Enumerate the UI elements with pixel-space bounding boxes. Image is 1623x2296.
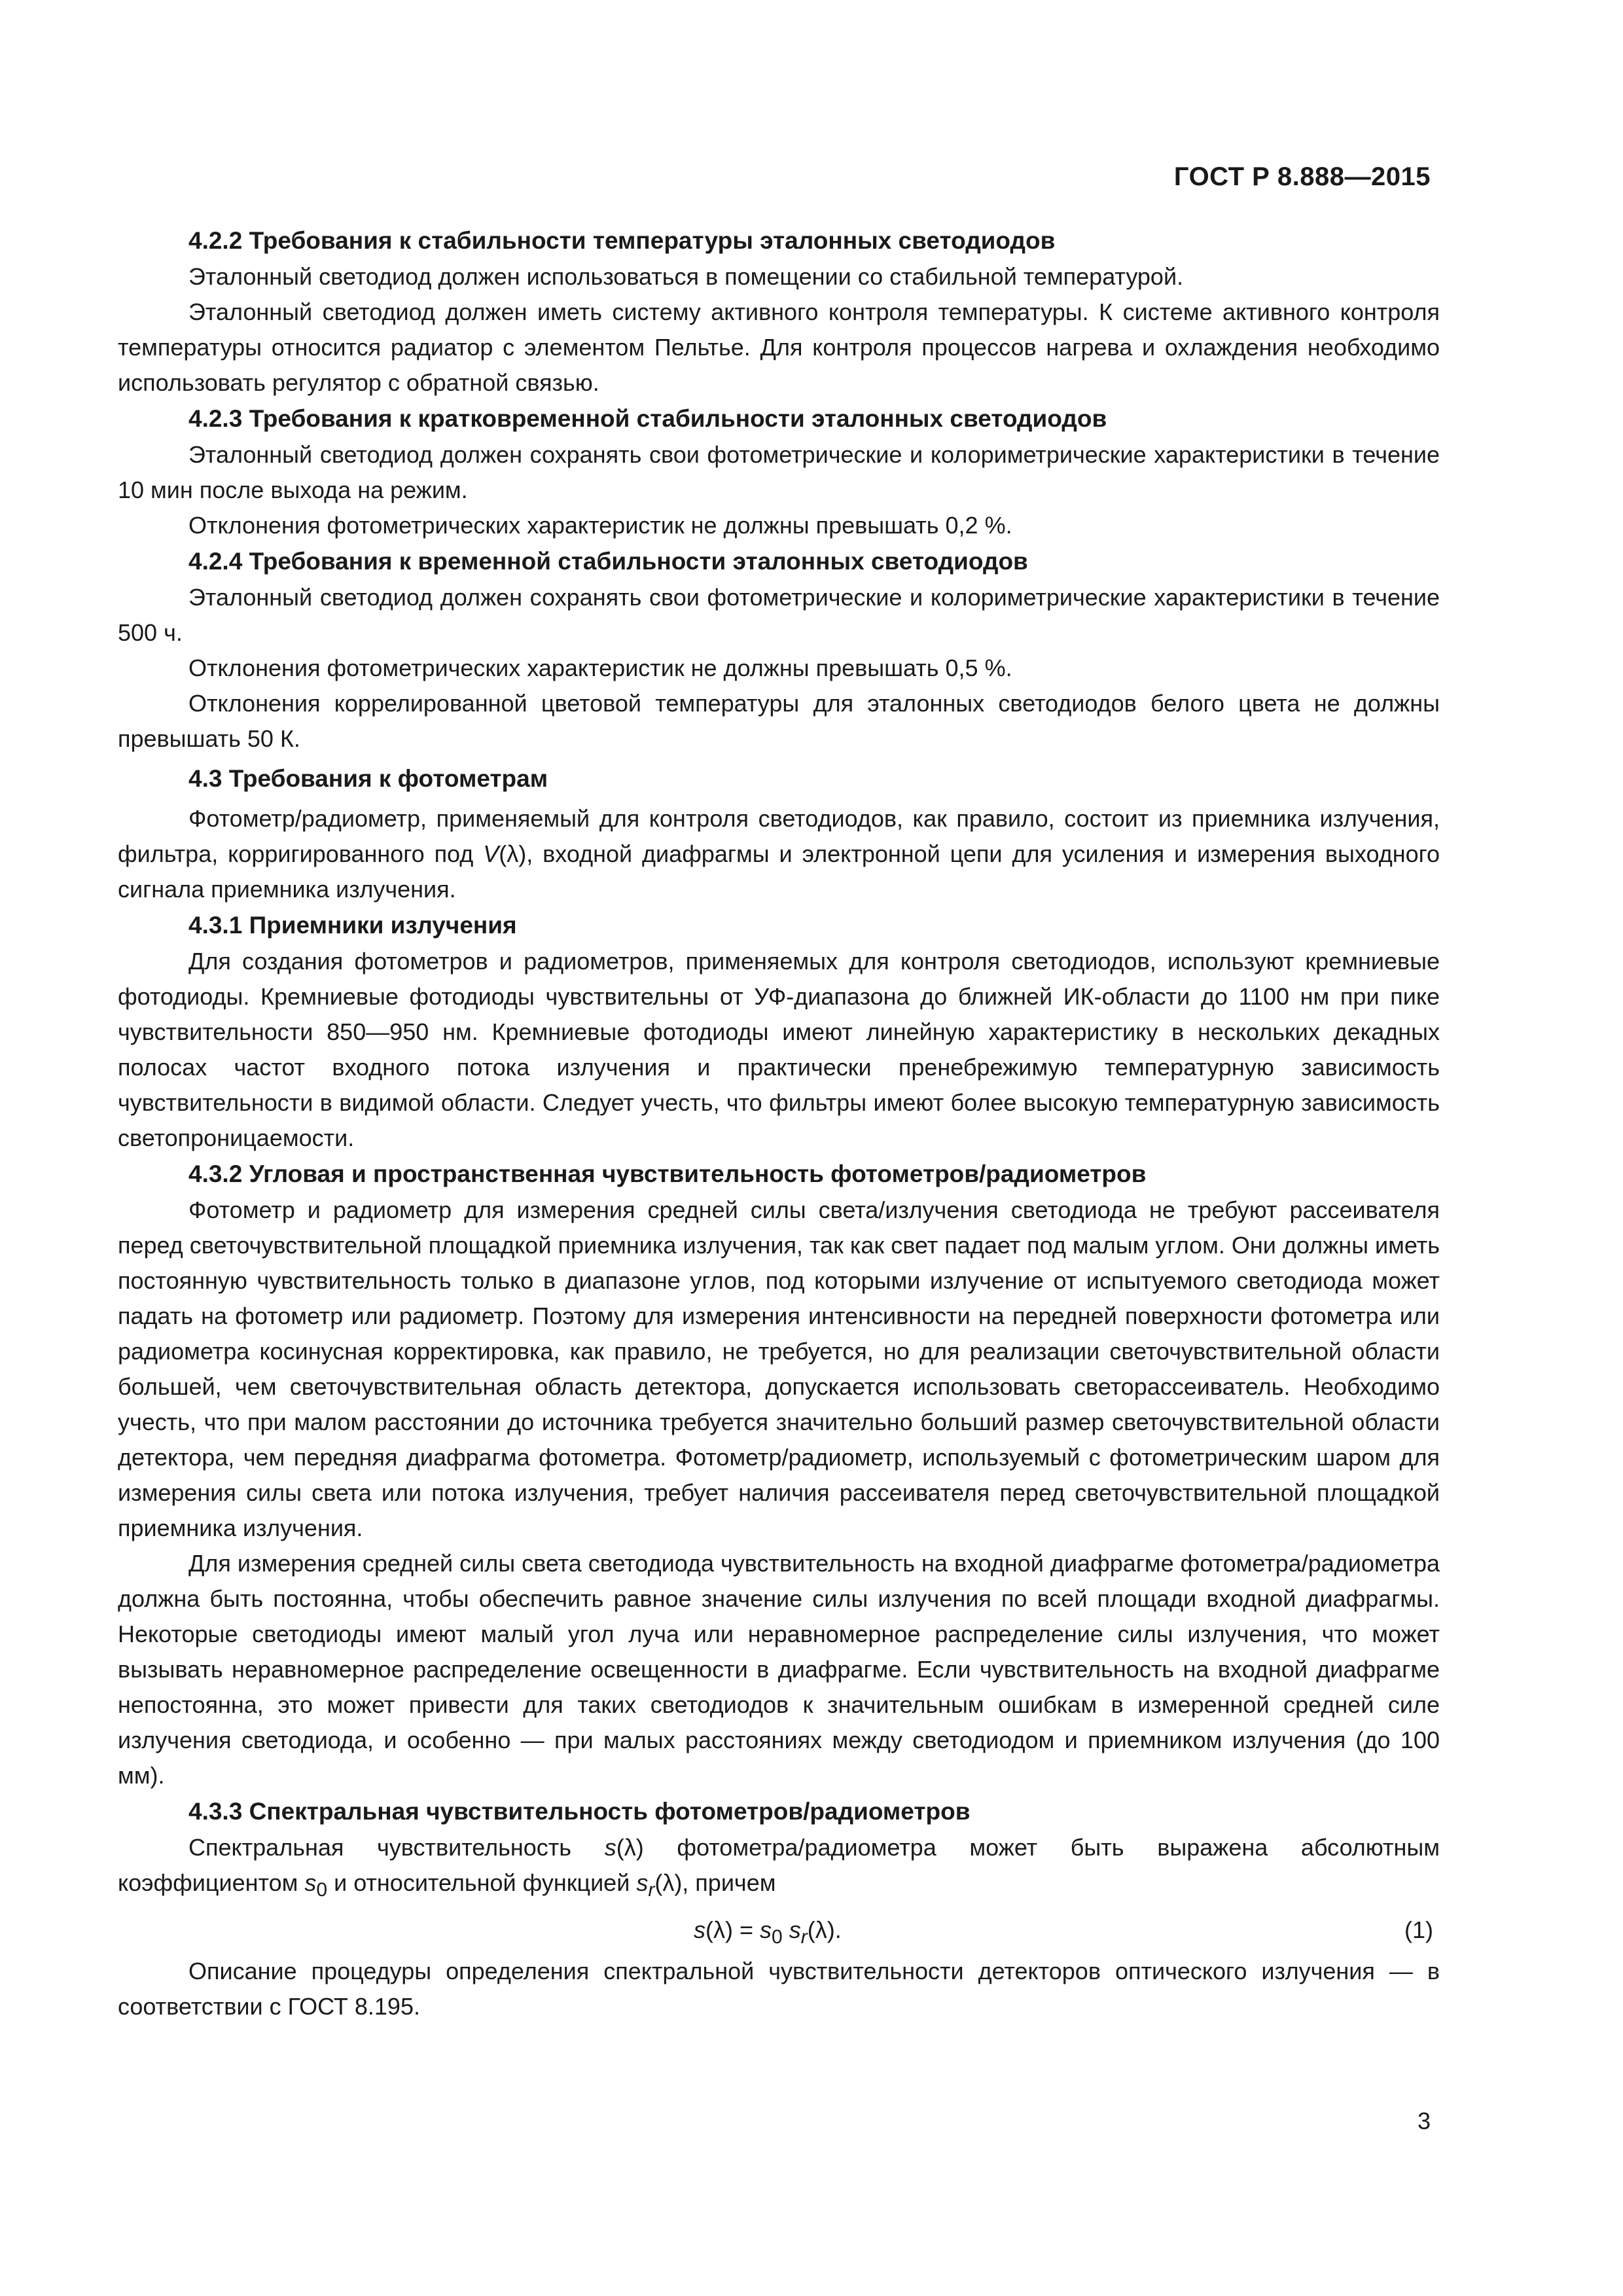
paragraph: Эталонный светодиод должен сохранять свои фотометрические и колориметрические характеристики в течение 500 ч. [118, 584, 1440, 646]
paragraph: Эталонный светодиод должен иметь систему активного контроля температуры. К системе активного контроля температуры относится радиатор с элементом Пельтье. Для контроля процессов нагрева и охлаждения необходимо использовать регулятор с обратной связью. [118, 298, 1440, 396]
paragraph: Эталонный светодиод должен сохранять свои фотометрические и колориметрические характеристики в течение 10 мин после выхода на режим. [118, 441, 1440, 503]
document-header-code: ГОСТ Р 8.888—2015 [1173, 162, 1431, 191]
paragraph: Отклонения фотометрических характеристик не должны превышать 0,2 %. [188, 512, 1012, 539]
section-heading-4-2-4: 4.2.4 Требования к временной стабильности эталонных светодиодов [188, 548, 1028, 575]
section-heading-4-3-1: 4.3.1 Приемники излучения [188, 912, 517, 939]
paragraph: Спектральная чувствительность s(λ) фотометра/радиометра может быть выражена абсолютным коэффициентом $s_0$ и относительной функцией $s_r(\lambda)$, причем [118, 1834, 1440, 1901]
equation-number: (1) [1404, 1916, 1433, 1944]
section-heading-4-3-3: 4.3.3 Спектральная чувствительность фотометров/радиометров [188, 1798, 971, 1825]
section-heading-4-3-2: 4.3.2 Угловая и пространственная чувствительность фотометров/радиометров [188, 1160, 1147, 1187]
formula-1 [118, 1910, 1440, 1950]
page-number: 3 [1417, 2108, 1431, 2134]
paragraph: Фотометр/радиометр, применяемый для контроля светодиодов, как правило, состоит из приемника излучения, фильтра, корригированного под V(λ), входной диафрагмы и электронной цепи для усиления и измерения выходного сигнала приемника излучения. [118, 805, 1440, 903]
formula-expression: $s(\lambda) = s_0$ $s_r(\lambda)$. [694, 1916, 842, 1948]
paragraph: Описание процедуры определения спектральной чувствительности детекторов оптического излучения — в соответствии с ГОСТ 8.195. [118, 1958, 1440, 2020]
paragraph: Отклонения коррелированной цветовой температуры для эталонных светодиодов белого цвета не должны превышать 50 К. [118, 690, 1440, 752]
document-body [118, 223, 1440, 2024]
paragraph: Для создания фотометров и радиометров, применяемых для контроля светодиодов, используют кремниевые фотодиоды. Кремниевые фотодиоды чувствительны от УФ-диапазона до ближней ИК-области до 1100 нм при пике чувствительности 850—950 нм. Кремниевые фотодиоды имеют линейную характеристику в нескольких декадных полосах частот входного потока излучения и практически пренебрежимую температурную зависимость чувствительности в видимой области. Следует учесть, что фильтры имеют более высокую температурную зависимость светопроницаемости. [118, 948, 1440, 1151]
paragraph: Отклонения фотометрических характеристик не должны превышать 0,5 %. [188, 655, 1012, 681]
section-heading-4-2-3: 4.2.3 Требования к кратковременной стабильности эталонных светодиодов [188, 405, 1107, 432]
section-heading-4-3: 4.3 Требования к фотометрам [188, 765, 548, 792]
paragraph: Фотометр и радиометр для измерения средней силы света/излучения светодиода не требуют рассеивателя перед светочувствительной площадкой приемника излучения, так как свет падает под малым углом. Они должны иметь постоянную чувствительность только в диапазоне углов, под которыми излучение от испытуемого светодиода может падать на фотометр или радиометр. Поэтому для измерения интенсивности на передней поверхности фотометра или радиометра косинусная корректировка, как правило, не требуется, но для реализации светочувствительной области большей, чем светочувствительная область детектора, допускается использовать светорассеиватель. Необходимо учесть, что при малом расстоянии до источника требуется значительно больший размер светочувствительной области детектора, чем передняя диафрагма фотометра. Фотометр/радиометр, используемый с фотометрическим шаром для измерения силы света или потока излучения, требует наличия рассеивателя перед светочувствительной площадкой приемника излучения. [118, 1196, 1440, 1541]
paragraph: Для измерения средней силы света светодиода чувствительность на входной диафрагме фотометра/радиометра должна быть постоянна, чтобы обеспечить равное значение силы излучения по всей площади входной диафрагмы. Некоторые светодиоды имеют малый угол луча или неравномерное распределение силы излучения, что может вызывать неравномерное распределение освещенности в диафрагме. Если чувствительность на входной диафрагме непостоянна, это может привести для таких светодиодов к значительным ошибкам в измеренной средней силе излучения светодиода, и особенно — при малых расстояниях между светодиодом и приемником излучения (до 100 мм). [118, 1550, 1440, 1789]
paragraph: Эталонный светодиод должен использоваться в помещении со стабильной температурой. [188, 263, 1184, 290]
section-heading-4-2-2: 4.2.2 Требования к стабильности температуры эталонных светодиодов [188, 227, 1056, 254]
